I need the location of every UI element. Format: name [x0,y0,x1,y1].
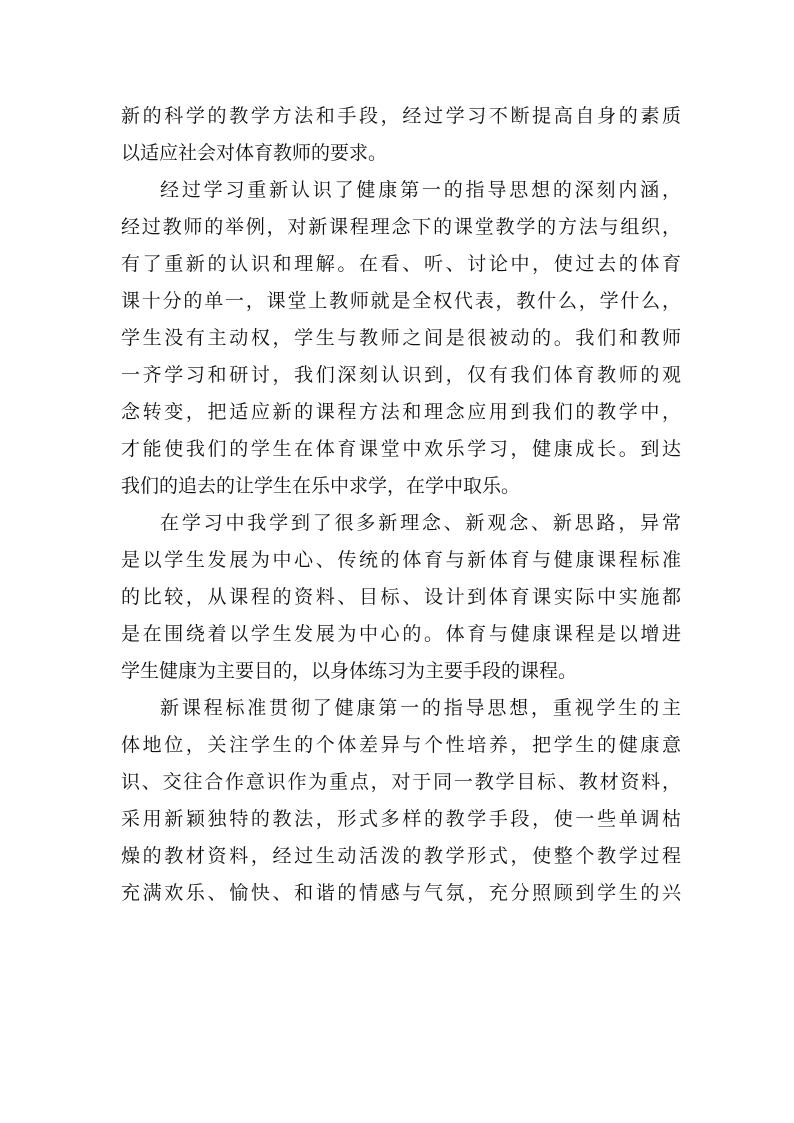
text-line: 一齐学习和研讨，我们深刻认识到，仅有我们体育教师的观 [121,364,681,386]
paragraph-first-line: 新课程标准贯彻了健康第一的指导思想，重视学生的主 [160,697,681,719]
text-line: 才能使我们的学生在体育课堂中欢乐学习，健康成长。到达 [121,438,681,460]
text-line: 燥的教材资料，经过生动活泼的教学形式，使整个教学过程 [121,845,681,867]
text-line: 采用新颖独特的教法，形式多样的教学手段，使一些单调枯 [121,808,681,830]
paragraph-first-line: 在学习中我学到了很多新理念、新观念、新思路，异常 [160,512,681,534]
paragraph-first-line: 经过学习重新认识了健康第一的指导思想的深刻内涵， [160,179,681,201]
text-line: 学生健康为主要目的，以身体练习为主要手段的课程。 [121,660,578,682]
text-line: 是以学生发展为中心、传统的体育与新体育与健康课程标准 [121,549,681,571]
text-line: 有了重新的认识和理解。在看、听、讨论中，使过去的体育 [121,253,681,275]
text-line: 以适应社会对体育教师的要求。 [121,142,388,164]
text-line: 是在围绕着以学生发展为中心的。体育与健康课程是以增进 [121,623,681,645]
text-line: 我们的追去的让学生在乐中求学，在学中取乐。 [121,475,521,497]
text-line: 的比较，从课程的资料、目标、设计到体育课实际中实施都 [121,586,681,608]
document-body [121,98,681,912]
text-line: 体地位，关注学生的个体差异与个性培养，把学生的健康意 [121,734,681,756]
text-line: 识、交往合作意识作为重点，对于同一教学目标、教材资料， [121,771,681,793]
text-line: 充满欢乐、愉快、和谐的情感与气氛，充分照顾到学生的兴 [121,882,681,904]
text-line: 念转变，把适应新的课程方法和理念应用到我们的教学中， [121,401,681,423]
text-line: 经过教师的举例，对新课程理念下的课堂教学的方法与组织， [121,216,681,238]
text-line: 课十分的单一，课堂上教师就是全权代表，教什么，学什么， [121,290,681,312]
text-line: 学生没有主动权，学生与教师之间是很被动的。我们和教师 [121,327,681,349]
text-line: 新的科学的教学方法和手段，经过学习不断提高自身的素质 [121,105,681,127]
